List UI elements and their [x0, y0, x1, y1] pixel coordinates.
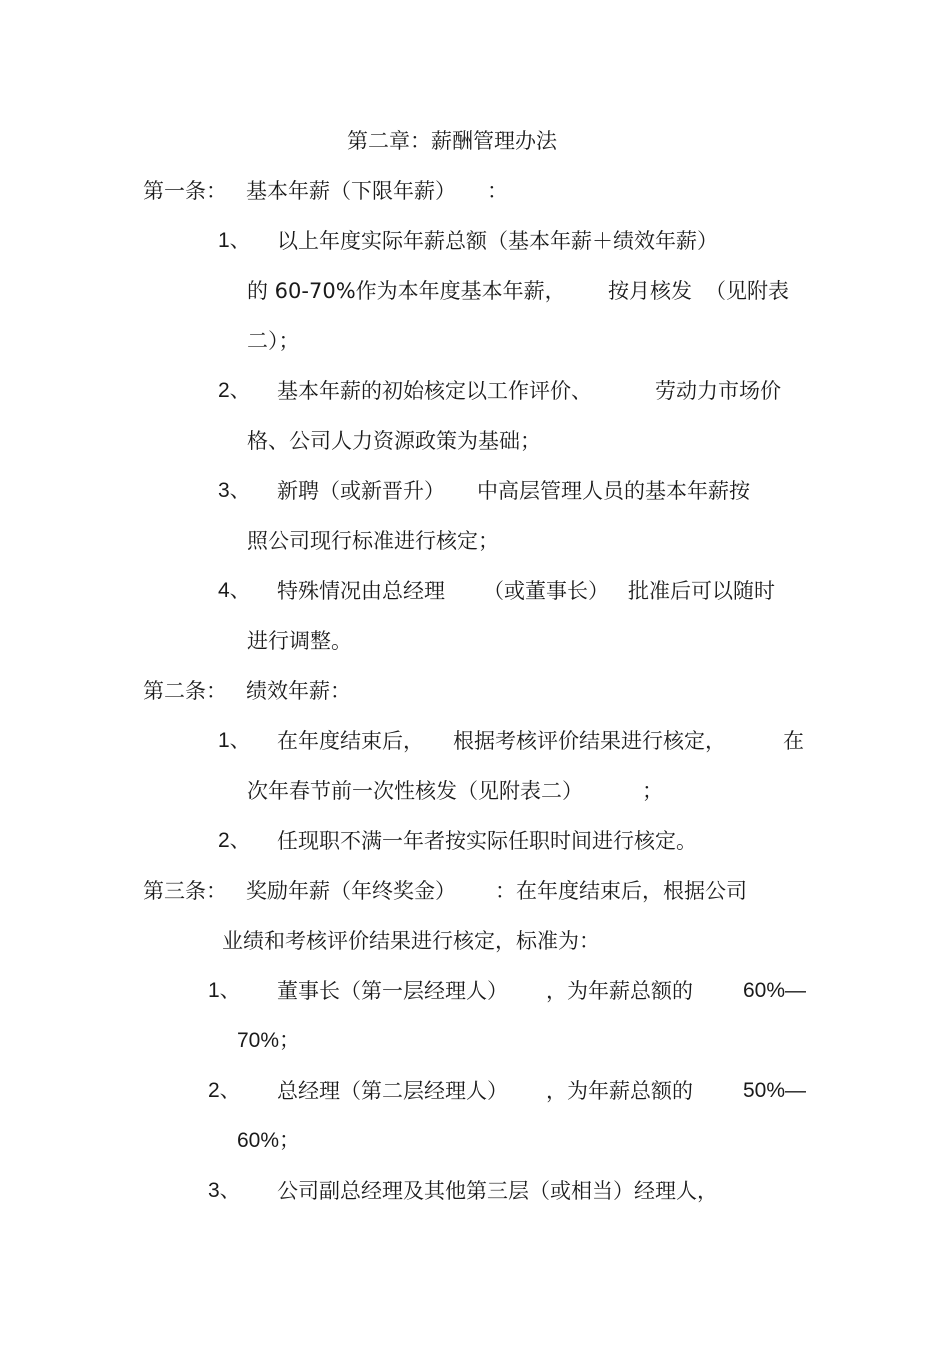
item-number: 3、	[208, 1179, 241, 1202]
item-text: ，为年薪总额的	[546, 1079, 693, 1103]
item-text: 按月核发	[608, 279, 692, 303]
item-percent: 70%；	[237, 1029, 301, 1052]
item-text: 批准后可以随时	[628, 579, 775, 603]
item-percent: 50%—	[743, 1079, 807, 1102]
article-1-heading: 第一条：	[143, 179, 227, 203]
article-2-name: 绩效年薪：	[246, 679, 351, 703]
item-text: 特殊情况由总经理	[277, 579, 445, 603]
article-1-colon: ：	[487, 179, 508, 203]
item-text: 进行调整。	[247, 629, 352, 653]
item-text: 次年春节前一次性核发（见附表二）	[247, 779, 583, 803]
article-2-heading: 第二条：	[143, 679, 227, 703]
item-text: 劳动力市场价	[655, 379, 781, 403]
item-role: 董事长（第一层经理人）	[277, 979, 508, 1003]
item-number: 2、	[218, 379, 251, 402]
item-text: 新聘（或新晋升）	[277, 479, 445, 503]
item-number: 2、	[218, 829, 251, 852]
item-text: 在	[783, 729, 804, 753]
item-text: 根据考核评价结果进行核定，	[453, 729, 726, 753]
article-3-name: 奖励年薪（年终奖金）	[246, 879, 456, 903]
item-percent: 60%；	[237, 1129, 301, 1152]
item-number: 1、	[208, 979, 241, 1002]
item-text: 以上年度实际年薪总额（基本年薪＋绩效年薪）	[277, 229, 718, 253]
item-text: 二）；	[247, 329, 300, 353]
item-text: ；	[642, 779, 663, 803]
item-text: 在年度结束后，	[277, 729, 424, 753]
item-text: 的 60-70%作为本年度基本年薪，	[247, 279, 566, 303]
item-number: 1、	[218, 229, 251, 252]
item-text: 基本年薪的初始核定以工作评价、	[277, 379, 592, 403]
item-number: 4、	[218, 579, 251, 602]
item-number: 2、	[208, 1079, 241, 1102]
item-text: 格、公司人力资源政策为基础；	[247, 429, 541, 453]
item-text: 中高层管理人员的基本年薪按	[477, 479, 750, 503]
article-3-heading: 第三条：	[143, 879, 227, 903]
item-text: （或董事长）	[483, 579, 609, 603]
article-3-continuation: 业绩和考核评价结果进行核定，标准为：	[222, 929, 600, 953]
item-text: 任现职不满一年者按实际任职时间进行核定。	[277, 829, 697, 853]
item-percent: 60%—	[743, 979, 807, 1002]
item-number: 1、	[218, 729, 251, 752]
article-3-text: ：在年度结束后，根据公司	[495, 879, 747, 903]
item-text: （见附表	[705, 279, 789, 303]
item-number: 3、	[218, 479, 251, 502]
article-1-name: 基本年薪（下限年薪）	[246, 179, 456, 203]
item-text: 照公司现行标准进行核定；	[247, 529, 499, 553]
chapter-title: 第二章：薪酬管理办法	[347, 129, 557, 153]
item-text: ，为年薪总额的	[546, 979, 693, 1003]
item-role: 公司副总经理及其他第三层（或相当）经理人，	[277, 1179, 718, 1203]
item-role: 总经理（第二层经理人）	[277, 1079, 508, 1103]
